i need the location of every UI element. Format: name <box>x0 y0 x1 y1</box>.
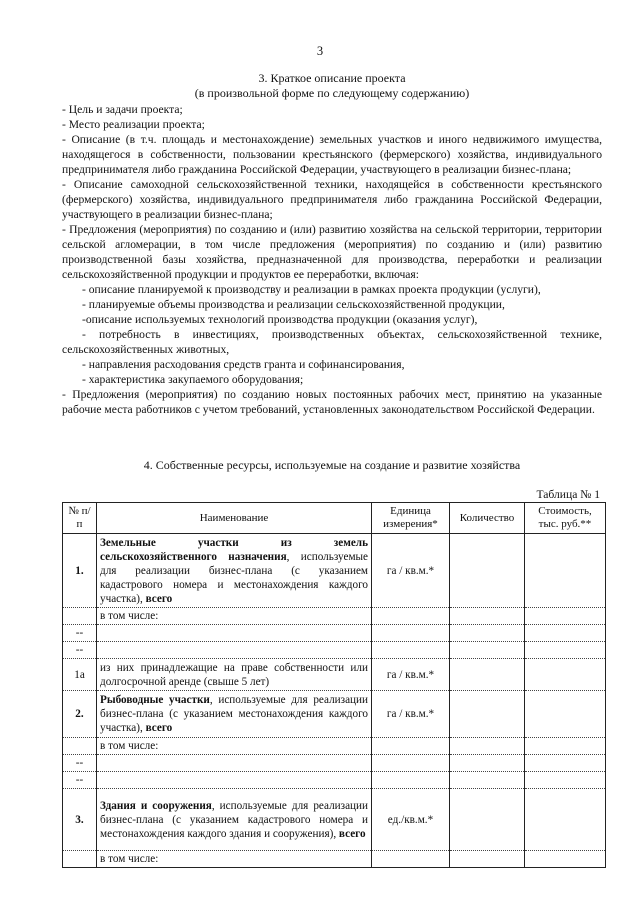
cell-unit <box>372 772 450 789</box>
table-row-incl <box>63 608 606 625</box>
cell-qty <box>450 608 525 625</box>
cell-name: в том числе: <box>97 608 372 625</box>
list-item-proposals-development: - Предложения (мероприятия) по созданию и (или) развитию хозяйства на сельской территории, территории сельской агломерации, в том числе предложения (мероприятия) по созданию и (или) развитию производственной базы хозяйства, предназначенной для производства, переработки и реализации сельскохозяйственной продукции и продуктов ее переработки, включая: <box>62 223 602 281</box>
list-item-grant-spending: - направления расходования средств гранта и софинансирования, <box>82 358 405 371</box>
header-unit: Единица измерения* <box>372 503 450 534</box>
list-item-land-description: - Описание (в т.ч. площадь и местонахождение) земельных участков и иного недвижимого имущества, находящегося в собственности, пользовании крестьянского (фермерского) хозяйства, индивидуального предпринимателя либо гражданина Российской Федерации, участвующего в реализации бизнес-плана; <box>62 133 602 176</box>
header-num: № п/п <box>63 503 97 534</box>
table-row-fish <box>63 691 606 738</box>
cell-num: 1. <box>63 534 97 608</box>
cell-qty <box>450 772 525 789</box>
cell-name <box>97 534 372 608</box>
cell-name <box>97 789 372 851</box>
project-description-list <box>62 102 602 417</box>
table-caption: Таблица № 1 <box>536 488 600 501</box>
cell-unit <box>372 642 450 659</box>
cell-unit: га / кв.м.* <box>372 659 450 691</box>
cell-qty <box>450 534 525 608</box>
list-item-equipment: - характеристика закупаемого оборудования; <box>82 373 304 386</box>
table-row-land-owned <box>63 659 606 691</box>
cell-qty <box>450 642 525 659</box>
cell-cost <box>525 642 606 659</box>
cell-num: -- <box>63 642 97 659</box>
cell-unit <box>372 851 450 868</box>
cell-name: в том числе: <box>97 851 372 868</box>
page-number: 3 <box>316 44 324 58</box>
cell-cost <box>525 851 606 868</box>
table-header-row <box>63 503 606 534</box>
cell-qty <box>450 738 525 755</box>
cell-unit <box>372 625 450 642</box>
cell-qty <box>450 625 525 642</box>
cell-qty <box>450 851 525 868</box>
table-row-buildings <box>63 789 606 851</box>
name-rest: , используемые для реализации бизнес-плана (с указанием кадастрового номера и местонахождения каждого участка), <box>100 550 369 605</box>
header-cost: Стоимость, тыс. руб.** <box>525 503 606 534</box>
name-total: всего <box>338 827 366 840</box>
cell-cost <box>525 772 606 789</box>
cell-name <box>97 691 372 738</box>
cell-name <box>97 772 372 789</box>
cell-cost <box>525 659 606 691</box>
header-name: Наименование <box>97 503 372 534</box>
cell-num <box>63 608 97 625</box>
name-bold: Земельные участки из земель сельскохозяйственного назначения <box>100 536 368 563</box>
cell-num <box>63 851 97 868</box>
list-item-machinery-description: - Описание самоходной сельскохозяйственной техники, находящейся в собственности крестьянского (фермерского) хозяйства, индивидуального предпринимателя либо гражданина Российской Федерации, участвующего в реализации бизнес-плана; <box>62 178 602 221</box>
table-row-sub <box>63 642 606 659</box>
list-item-technologies: -описание используемых технологий производства продукции (оказания услуг), <box>82 313 478 326</box>
list-item-proposals-jobs: - Предложения (мероприятия) по созданию новых постоянных рабочих мест, принятию на указанные рабочие места работников с учетом требований, установленных законодательством Российской Федерации. <box>62 388 602 416</box>
list-item-goals: - Цель и задачи проекта; <box>62 103 183 116</box>
cell-num: 3. <box>63 789 97 851</box>
table-row-incl <box>63 738 606 755</box>
cell-unit <box>372 738 450 755</box>
cell-cost <box>525 608 606 625</box>
name-total: всего <box>145 592 173 605</box>
cell-name <box>97 642 372 659</box>
cell-unit: га / кв.м.* <box>372 534 450 608</box>
cell-cost <box>525 534 606 608</box>
cell-qty <box>450 755 525 772</box>
cell-cost <box>525 755 606 772</box>
section-3-title: 3. Краткое описание проекта <box>258 71 406 85</box>
list-item-location: - Место реализации проекта; <box>62 118 205 131</box>
cell-cost <box>525 738 606 755</box>
cell-name: из них принадлежащие на праве собственности или долгосрочной аренде (свыше 5 лет) <box>97 659 372 691</box>
table-row-land <box>63 534 606 608</box>
section-4-title: 4. Собственные ресурсы, используемые на создание и развитие хозяйства <box>143 458 521 472</box>
cell-cost <box>525 789 606 851</box>
cell-cost <box>525 691 606 738</box>
cell-name <box>97 625 372 642</box>
cell-unit: га / кв.м.* <box>372 691 450 738</box>
cell-num: 2. <box>63 691 97 738</box>
name-rest: , используемые для реализации бизнес-плана (с указанием кадастрового номера и местонахождения каждого здания и сооружения), <box>100 799 368 840</box>
section-3-subtitle: (в произвольной форме по следующему содержанию) <box>194 86 470 100</box>
cell-qty <box>450 789 525 851</box>
cell-qty <box>450 659 525 691</box>
name-rest: , используемые для реализации бизнес-плана (с указанием местонахождения каждого участка), <box>100 694 368 734</box>
own-resources-table <box>62 502 606 868</box>
table-row-sub <box>63 755 606 772</box>
cell-num <box>63 738 97 755</box>
cell-unit: ед./кв.м.* <box>372 789 450 851</box>
cell-qty <box>450 691 525 738</box>
name-total: всего <box>145 722 173 734</box>
cell-num: 1а <box>63 659 97 691</box>
cell-name <box>97 755 372 772</box>
table-row-sub <box>63 625 606 642</box>
list-item-production-volumes: - планируемые объемы производства и реализации сельскохозяйственной продукции, <box>82 298 505 311</box>
cell-unit <box>372 608 450 625</box>
cell-unit <box>372 755 450 772</box>
list-item-investment-needs: - потребность в инвестициях, производственных объектах, сельскохозяйственной технике, сельскохозяйственных животных, <box>62 328 602 356</box>
cell-num: -- <box>63 772 97 789</box>
cell-cost <box>525 625 606 642</box>
table-row-incl <box>63 851 606 868</box>
cell-name: в том числе: <box>97 738 372 755</box>
name-bold: Здания и сооружения <box>100 799 212 812</box>
list-item-product-description: - описание планируемой к производству и реализации в рамках проекта продукции (услуги), <box>82 283 541 296</box>
table-row-sub <box>63 772 606 789</box>
name-bold: Рыбоводные участки <box>100 694 210 706</box>
cell-num: -- <box>63 625 97 642</box>
cell-num: -- <box>63 755 97 772</box>
header-qty: Количество <box>450 503 525 534</box>
